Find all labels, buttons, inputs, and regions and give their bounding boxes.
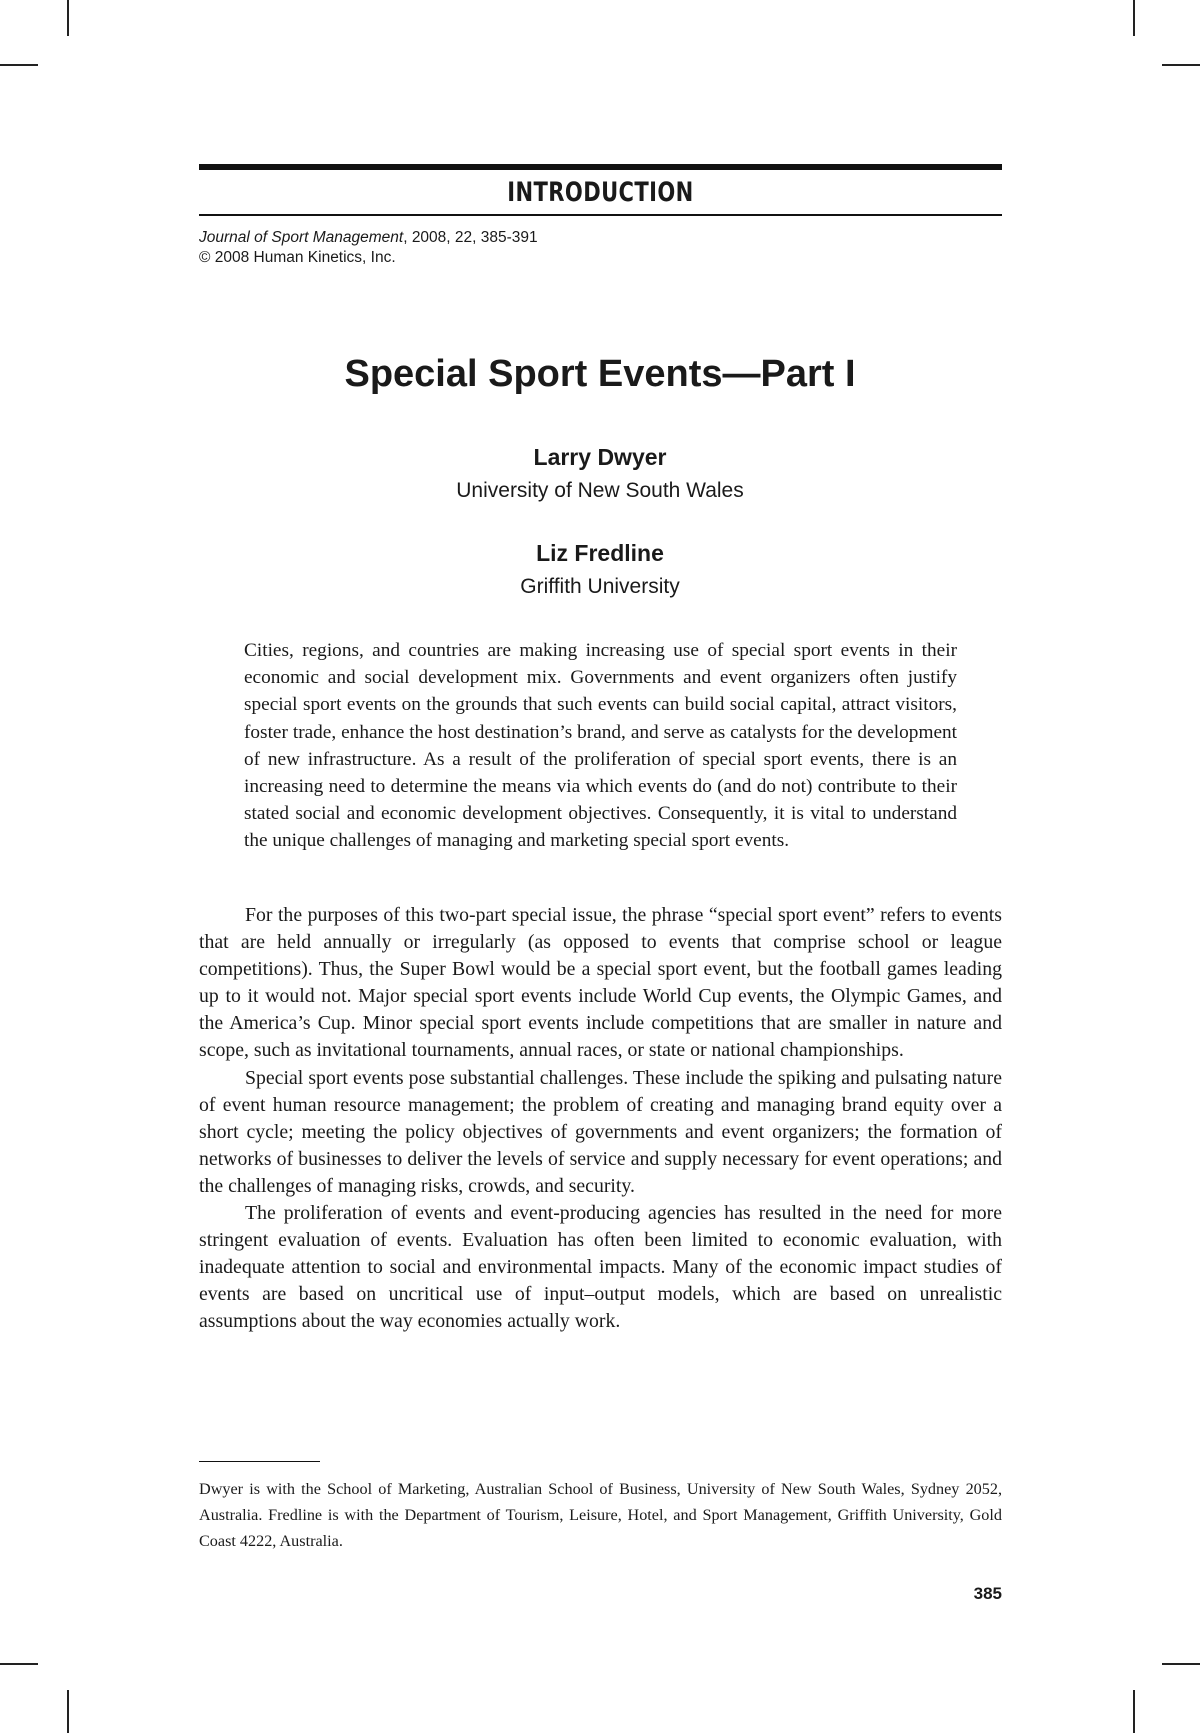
crop-mark [67,1690,69,1733]
citation-block [199,228,538,268]
page-number: 385 [973,1584,1002,1603]
copyright-line: © 2008 Human Kinetics, Inc. [199,249,396,266]
header-rule-thin [199,214,1002,216]
body-paragraph: The proliferation of events and event-producing agencies has resulted in the need for more stringent evaluation of events. Evaluation has often been limited to economic evaluation, with inadequate attention to social and environmental impacts. Many of the economic impact studies of events are based on uncritical use of input–output models, which are based on unrealistic assumptions about the way economies actually work. [199,1202,1002,1333]
body-paragraph: Special sport events pose substantial challenges. These include the spiking and pulsating nature of event human resource management; the problem of creating and managing brand equity over a short cycle; meeting the policy objectives of governments and event organizers; the formation of networks of businesses to deliver the levels of service and supply necessary for event operations; and the challenges of managing risks, crowds, and security. [199,1066,1002,1197]
footnote: Dwyer is with the School of Marketing, Australian School of Business, University of New South Wales, Sydney 2052, Australia. Fredline is with the Department of Tourism, Leisure, Hotel, and Sport Management, Griffith University, Gold Coast 4222, Australia. [199,1480,1002,1550]
crop-mark [0,1663,38,1665]
article-title: Special Sport Events—Part I [344,353,856,395]
author-affiliation: University of New South Wales [456,479,744,502]
author-affiliation: Griffith University [520,575,680,598]
running-head [199,164,1002,216]
body-paragraph: For the purposes of this two-part special issue, the phrase “special sport event” refers to events that are held annually or irregularly (as opposed to events that comprise school or league competitions). Thus, the Super Bowl would be a special sport event, but the football games leading up to it would not. Major special sport events include World Cup events, the Olympic Games, and the America’s Cup. Minor special sport events include competitions that are smaller in nature and scope, such as invitational tournaments, annual races, or state or national championships. [199,904,1002,1062]
crop-mark [1133,1690,1135,1733]
author-name: Liz Fredline [536,540,664,566]
footnote-rule [199,1461,320,1462]
section-label: INTRODUCTION [507,177,694,208]
crop-mark [1162,1663,1200,1665]
crop-mark [1162,64,1200,66]
author-block [0,538,1200,602]
author-block [0,442,1200,506]
crop-mark [67,0,69,36]
crop-mark [0,64,38,66]
abstract: Cities, regions, and countries are making increasing use of special sport events in their economic and social development mix. Governments and event organizers often justify special sport events on the grounds that such events can build social capital, attract visitors, foster trade, enhance the host destination’s brand, and serve as catalysts for the development of new infrastructure. As a result of the proliferation of special sport events, there is an increasing need to determine the means via which events do (and do not) contribute to their stated social and economic development objectives. Consequently, it is vital to understand the unique challenges of managing and marketing special sport events. [244,640,957,852]
citation-line [199,228,538,248]
crop-mark [1133,0,1135,36]
journal-name: Journal of Sport Management [199,229,404,246]
citation-details: , 2008, 22, 385-391 [403,229,538,246]
body-text [199,902,1002,1336]
header-rule-thick [199,164,1002,170]
author-name: Larry Dwyer [533,444,667,470]
